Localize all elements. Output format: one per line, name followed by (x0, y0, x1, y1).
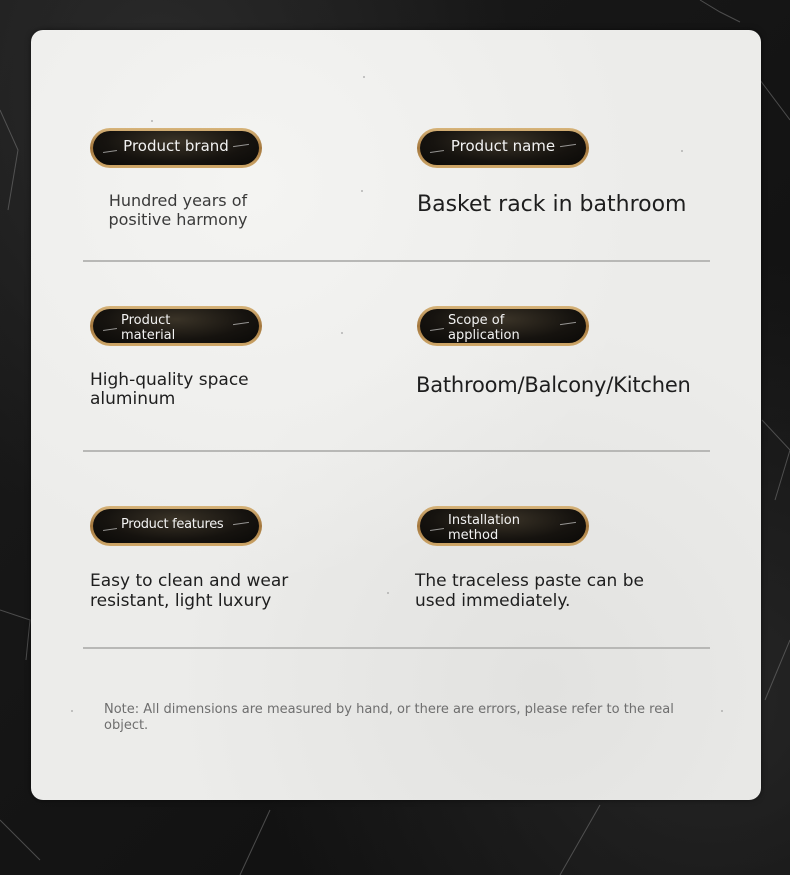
divider (83, 260, 710, 262)
badge-label: Installation method (448, 513, 521, 543)
badge-label: Product material (121, 313, 176, 343)
badge-product-material (90, 306, 262, 346)
product-features-value: Easy to clean and wear resistant, light luxury (90, 571, 289, 611)
badge-product-features (90, 506, 262, 546)
product-name-value: Basket rack in bathroom (417, 192, 687, 217)
scope-of-application-value: Bathroom/Balcony/Kitchen (416, 373, 691, 397)
badge-product-brand (90, 128, 262, 168)
installation-method-value: The traceless paste can be used immediately. (415, 571, 644, 611)
badge-label: Product brand (123, 137, 229, 155)
product-brand-value: Hundred years of positive harmony (108, 191, 248, 229)
divider (83, 450, 710, 452)
badge-label: Product name (450, 137, 556, 155)
spec-card (31, 30, 761, 800)
badge-product-name (417, 128, 589, 168)
badge-installation-method (417, 506, 589, 546)
badge-scope-of-application (417, 306, 589, 346)
badge-label: Scope of application (448, 313, 520, 343)
badge-label: Product features (121, 517, 224, 532)
product-material-value: High-quality space aluminum (90, 370, 249, 409)
divider (83, 647, 710, 649)
disclaimer-note: Note: All dimensions are measured by hand, or there are errors, please refer to the real object. (104, 702, 674, 733)
